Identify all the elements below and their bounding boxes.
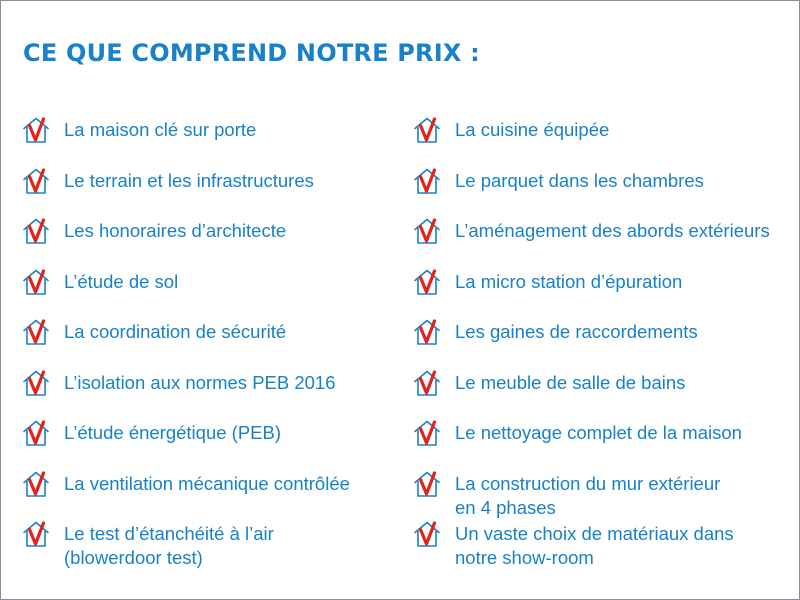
house-check-icon bbox=[21, 317, 51, 347]
item-label: Un vaste choix de matériaux dans notre show-room bbox=[455, 523, 734, 568]
item-label: Le test d’étanchéité à l’air (blowerdoor test) bbox=[64, 523, 274, 568]
list-item bbox=[412, 519, 797, 567]
list-item bbox=[21, 368, 406, 416]
page-title: CE QUE COMPREND NOTRE PRIX : bbox=[23, 39, 480, 67]
house-check-icon bbox=[21, 519, 51, 549]
list-item bbox=[412, 267, 797, 315]
item-label: L’étude énergétique (PEB) bbox=[64, 422, 282, 443]
house-check-icon bbox=[412, 317, 442, 347]
item-label: Le nettoyage complet de la maison bbox=[455, 422, 742, 443]
house-check-icon bbox=[412, 216, 442, 246]
list-item bbox=[412, 166, 797, 214]
house-check-icon bbox=[412, 469, 442, 499]
house-check-icon bbox=[412, 166, 442, 196]
item-label: L’étude de sol bbox=[64, 270, 179, 292]
item-label: La micro station d’épuration bbox=[455, 270, 683, 292]
item-label: La maison clé sur porte bbox=[64, 119, 257, 140]
item-label: La construction du mur extérieur en 4 phases bbox=[455, 472, 721, 518]
house-check-icon bbox=[412, 418, 442, 448]
list-item bbox=[21, 115, 406, 163]
house-check-icon bbox=[21, 267, 51, 297]
item-label: L’aménagement des abords extérieurs bbox=[455, 220, 770, 241]
list-item bbox=[21, 519, 406, 567]
house-check-icon bbox=[21, 115, 51, 145]
item-label: Le parquet dans les chambres bbox=[455, 169, 704, 191]
item-label: L’isolation aux normes PEB 2016 bbox=[64, 371, 336, 393]
list-item bbox=[21, 469, 406, 517]
house-check-icon bbox=[21, 418, 51, 448]
list-item bbox=[412, 469, 797, 517]
house-check-icon bbox=[412, 115, 442, 145]
list-item bbox=[21, 216, 406, 264]
list-item bbox=[21, 267, 406, 315]
house-check-icon bbox=[21, 469, 51, 499]
item-label: Les honoraires d’architecte bbox=[64, 220, 287, 241]
house-check-icon bbox=[21, 216, 51, 246]
list-item bbox=[412, 216, 797, 264]
house-check-icon bbox=[412, 368, 442, 398]
item-label: La ventilation mécanique contrôlée bbox=[64, 472, 350, 494]
list-item bbox=[21, 418, 406, 466]
list-item bbox=[21, 166, 406, 214]
list-item bbox=[412, 115, 797, 163]
list-item bbox=[412, 418, 797, 466]
house-check-icon bbox=[412, 267, 442, 297]
item-label: La cuisine équipée bbox=[455, 119, 610, 140]
house-check-icon bbox=[412, 519, 442, 549]
item-label: Les gaines de raccordements bbox=[455, 321, 698, 342]
list-item bbox=[412, 368, 797, 416]
item-label: La coordination de sécurité bbox=[64, 321, 287, 342]
house-check-icon bbox=[21, 368, 51, 398]
item-label: Le meuble de salle de bains bbox=[455, 371, 686, 393]
list-item bbox=[412, 317, 797, 365]
list-item bbox=[21, 317, 406, 365]
item-label: Le terrain et les infrastructures bbox=[64, 169, 314, 191]
house-check-icon bbox=[21, 166, 51, 196]
